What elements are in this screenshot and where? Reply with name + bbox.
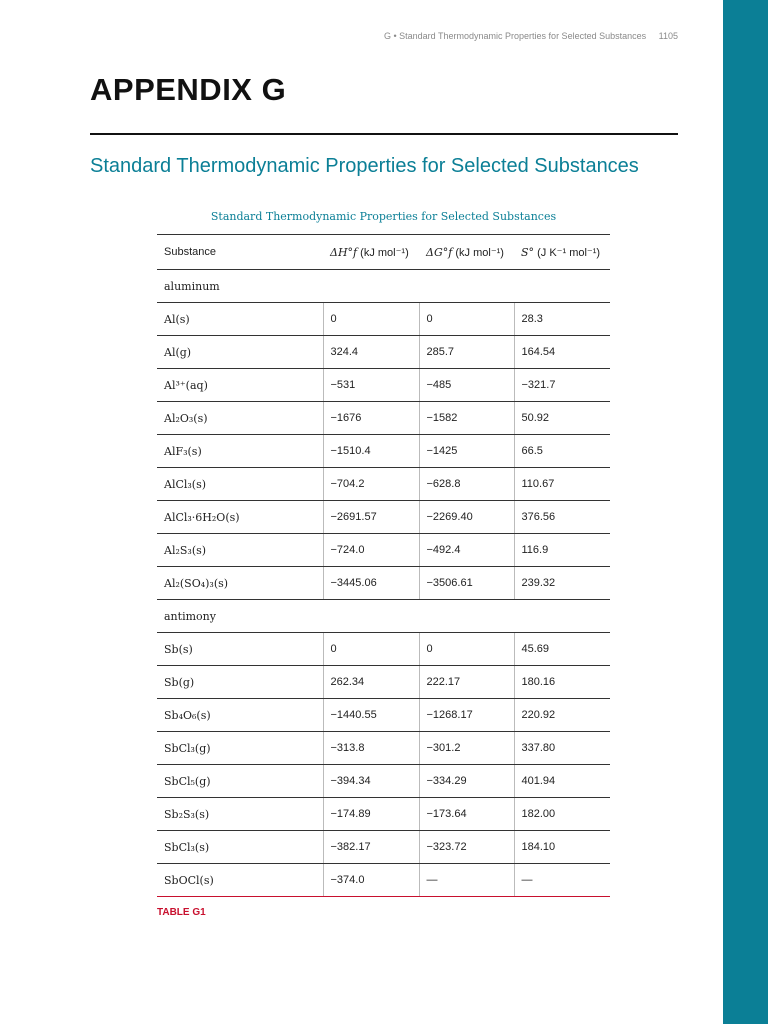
gibbs-cell: −628.8	[419, 468, 514, 501]
substance-cell: SbCl₃(g)	[157, 732, 323, 765]
appendix-title: APPENDIX G	[90, 72, 287, 107]
entropy-cell: 239.32	[514, 567, 610, 600]
gibbs-cell: 285.7	[419, 336, 514, 369]
substance-cell: Sb(s)	[157, 633, 323, 666]
enthalpy-cell: −394.34	[323, 765, 419, 798]
table-row	[157, 732, 610, 765]
header-entropy-unit: (J K⁻¹ mol⁻¹)	[537, 246, 601, 259]
table-row	[157, 468, 610, 501]
section-title: Standard Thermodynamic Properties for Selected Substances	[90, 155, 639, 177]
table-body	[157, 270, 610, 897]
running-head	[384, 31, 678, 41]
entropy-cell: 45.69	[514, 633, 610, 666]
substance-cell: Al₂O₃(s)	[157, 402, 323, 435]
entropy-cell: 66.5	[514, 435, 610, 468]
enthalpy-cell: −174.89	[323, 798, 419, 831]
group-name: aluminum	[157, 270, 610, 303]
header-enthalpy-symbol: ΔH°f	[330, 245, 358, 259]
table-row	[157, 336, 610, 369]
enthalpy-cell: 324.4	[323, 336, 419, 369]
table-row	[157, 699, 610, 732]
table-row	[157, 303, 610, 336]
table-row	[157, 633, 610, 666]
header-gibbs-unit: (kJ mol⁻¹)	[455, 246, 504, 259]
entropy-cell: 376.56	[514, 501, 610, 534]
substance-cell: SbCl₃(s)	[157, 831, 323, 864]
entropy-cell: 182.00	[514, 798, 610, 831]
enthalpy-cell: −531	[323, 369, 419, 402]
enthalpy-cell: 0	[323, 633, 419, 666]
group-row	[157, 270, 610, 303]
thermodynamic-table	[157, 234, 610, 897]
entropy-cell: 50.92	[514, 402, 610, 435]
gibbs-cell: −1582	[419, 402, 514, 435]
gibbs-cell: −334.29	[419, 765, 514, 798]
enthalpy-cell: −374.0	[323, 864, 419, 897]
side-color-bar	[723, 0, 768, 1024]
gibbs-cell: 222.17	[419, 666, 514, 699]
group-name: antimony	[157, 600, 610, 633]
enthalpy-cell: −382.17	[323, 831, 419, 864]
substance-cell: SbCl₅(g)	[157, 765, 323, 798]
table-row	[157, 369, 610, 402]
header-entropy-symbol: S°	[521, 245, 535, 259]
table-row	[157, 534, 610, 567]
enthalpy-cell: −3445.06	[323, 567, 419, 600]
entropy-cell: 180.16	[514, 666, 610, 699]
table-row	[157, 864, 610, 897]
substance-cell: Al(g)	[157, 336, 323, 369]
table-caption: Standard Thermodynamic Properties for Selected Substances	[210, 210, 557, 223]
enthalpy-cell: −313.8	[323, 732, 419, 765]
entropy-cell: 28.3	[514, 303, 610, 336]
gibbs-cell: −492.4	[419, 534, 514, 567]
enthalpy-cell: −2691.57	[323, 501, 419, 534]
gibbs-cell: 0	[419, 633, 514, 666]
table-row	[157, 402, 610, 435]
gibbs-cell: −301.2	[419, 732, 514, 765]
table-row	[157, 831, 610, 864]
substance-cell: Al(s)	[157, 303, 323, 336]
enthalpy-cell: −1676	[323, 402, 419, 435]
header-gibbs	[419, 235, 514, 270]
substance-cell: AlCl₃(s)	[157, 468, 323, 501]
enthalpy-cell: −724.0	[323, 534, 419, 567]
enthalpy-cell: −704.2	[323, 468, 419, 501]
substance-cell: Al₂(SO₄)₃(s)	[157, 567, 323, 600]
gibbs-cell: −173.64	[419, 798, 514, 831]
gibbs-cell: 0	[419, 303, 514, 336]
header-enthalpy-unit: (kJ mol⁻¹)	[360, 246, 409, 259]
substance-cell: Al₂S₃(s)	[157, 534, 323, 567]
enthalpy-cell: −1440.55	[323, 699, 419, 732]
enthalpy-cell: −1510.4	[323, 435, 419, 468]
substance-cell: AlF₃(s)	[157, 435, 323, 468]
enthalpy-cell: 0	[323, 303, 419, 336]
entropy-cell: 110.67	[514, 468, 610, 501]
gibbs-cell: −323.72	[419, 831, 514, 864]
table-row	[157, 666, 610, 699]
gibbs-cell: −1268.17	[419, 699, 514, 732]
substance-cell: Sb₂S₃(s)	[157, 798, 323, 831]
gibbs-cell: −485	[419, 369, 514, 402]
group-row	[157, 600, 610, 633]
entropy-cell: —	[514, 864, 610, 897]
substance-cell: Al³⁺(aq)	[157, 369, 323, 402]
table-header	[157, 235, 610, 270]
table-row	[157, 435, 610, 468]
gibbs-cell: —	[419, 864, 514, 897]
header-gibbs-symbol: ΔG°f	[426, 245, 453, 259]
entropy-cell: 116.9	[514, 534, 610, 567]
entropy-cell: 164.54	[514, 336, 610, 369]
gibbs-cell: −2269.40	[419, 501, 514, 534]
entropy-cell: 184.10	[514, 831, 610, 864]
table-row	[157, 501, 610, 534]
entropy-cell: 401.94	[514, 765, 610, 798]
table-row	[157, 567, 610, 600]
header-entropy	[514, 235, 610, 270]
header-substance: Substance	[157, 235, 323, 270]
substance-cell: AlCl₃·6H₂O(s)	[157, 501, 323, 534]
page-number: 1105	[658, 31, 678, 41]
header-row	[157, 235, 610, 270]
substance-cell: Sb(g)	[157, 666, 323, 699]
gibbs-cell: −3506.61	[419, 567, 514, 600]
entropy-cell: 337.80	[514, 732, 610, 765]
gibbs-cell: −1425	[419, 435, 514, 468]
substance-cell: SbOCl(s)	[157, 864, 323, 897]
entropy-cell: 220.92	[514, 699, 610, 732]
header-enthalpy	[323, 235, 419, 270]
running-head-text: G • Standard Thermodynamic Properties for Selected Substances	[384, 31, 647, 41]
table-row	[157, 765, 610, 798]
table-label: TABLE G1	[157, 907, 206, 918]
substance-cell: Sb₄O₆(s)	[157, 699, 323, 732]
title-divider	[90, 133, 678, 135]
enthalpy-cell: 262.34	[323, 666, 419, 699]
table-row	[157, 798, 610, 831]
entropy-cell: −321.7	[514, 369, 610, 402]
